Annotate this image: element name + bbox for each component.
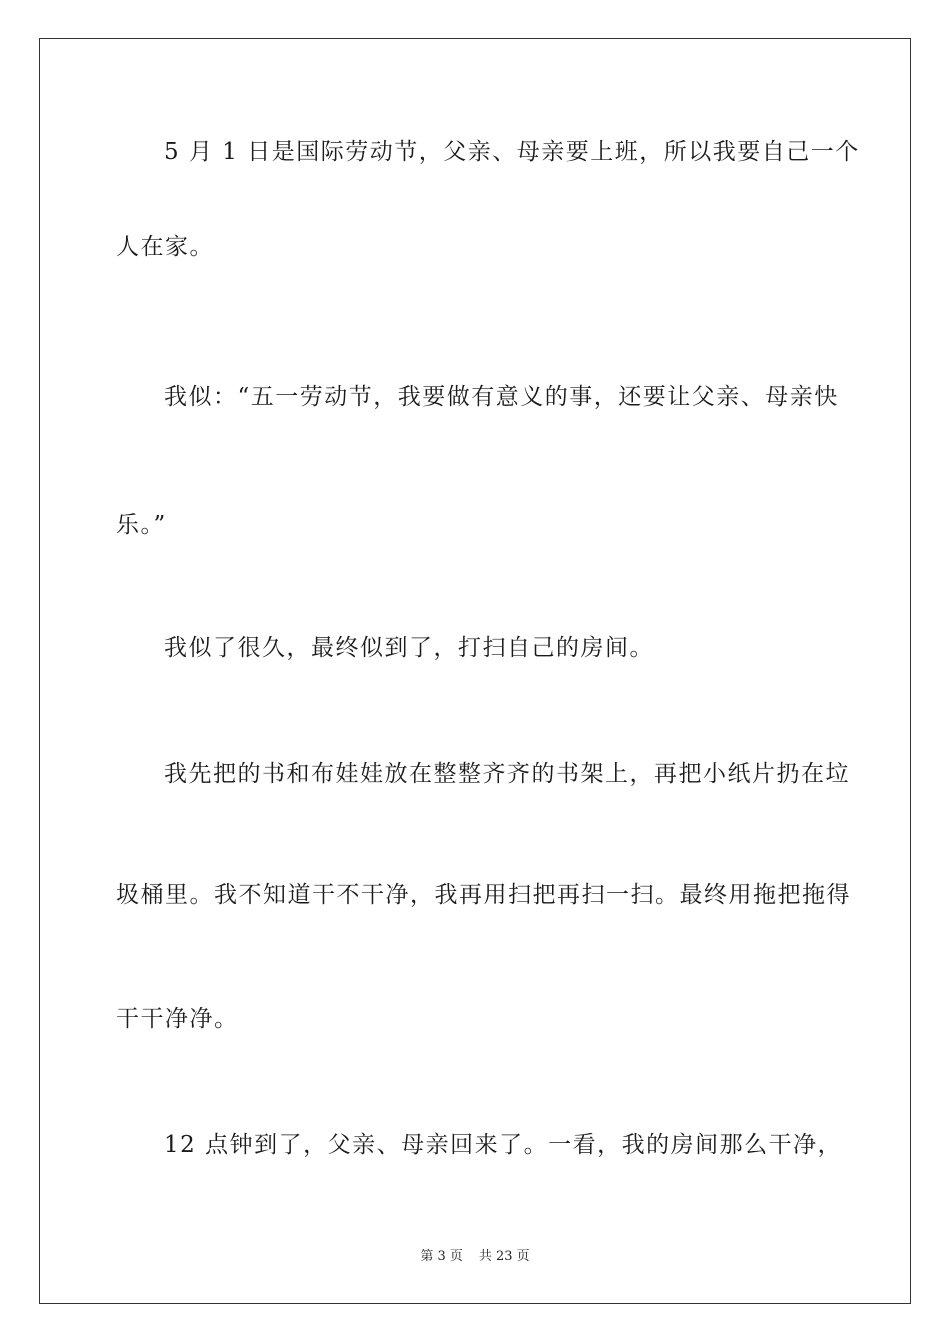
paragraph-4-line-1: 我先把的书和布娃娃放在整整齐齐的书架上，再把小纸片扔在垃 [164, 761, 850, 787]
page-footer [0, 1248, 950, 1266]
paragraph-4-line-2: 圾桶里。我不知道干不干净，我再用扫把再扫一扫。最终用拖把拖得 [116, 882, 851, 908]
paragraph-2-line-1: 我似：“五一劳动节，我要做有意义的事，还要让父亲、母亲快 [164, 384, 839, 410]
page-total: 共 23 页 [478, 1249, 530, 1264]
paragraph-3-line-1: 我似了很久，最终似到了，打扫自己的房间。 [164, 635, 654, 661]
paragraph-4-line-3: 干干净净。 [116, 1006, 239, 1032]
page-number: 第 3 页 [420, 1249, 463, 1264]
paragraph-2-line-2: 乐。” [116, 512, 167, 538]
page-border [39, 38, 911, 1304]
paragraph-1-line-2: 人在家。 [116, 234, 214, 260]
paragraph-1-line-1: 5 月 1 日是国际劳动节，父亲、母亲要上班，所以我要自己一个 [164, 139, 860, 165]
paragraph-5-line-1: 12 点钟到了，父亲、母亲回来了。一看，我的房间那么干净， [164, 1132, 843, 1158]
